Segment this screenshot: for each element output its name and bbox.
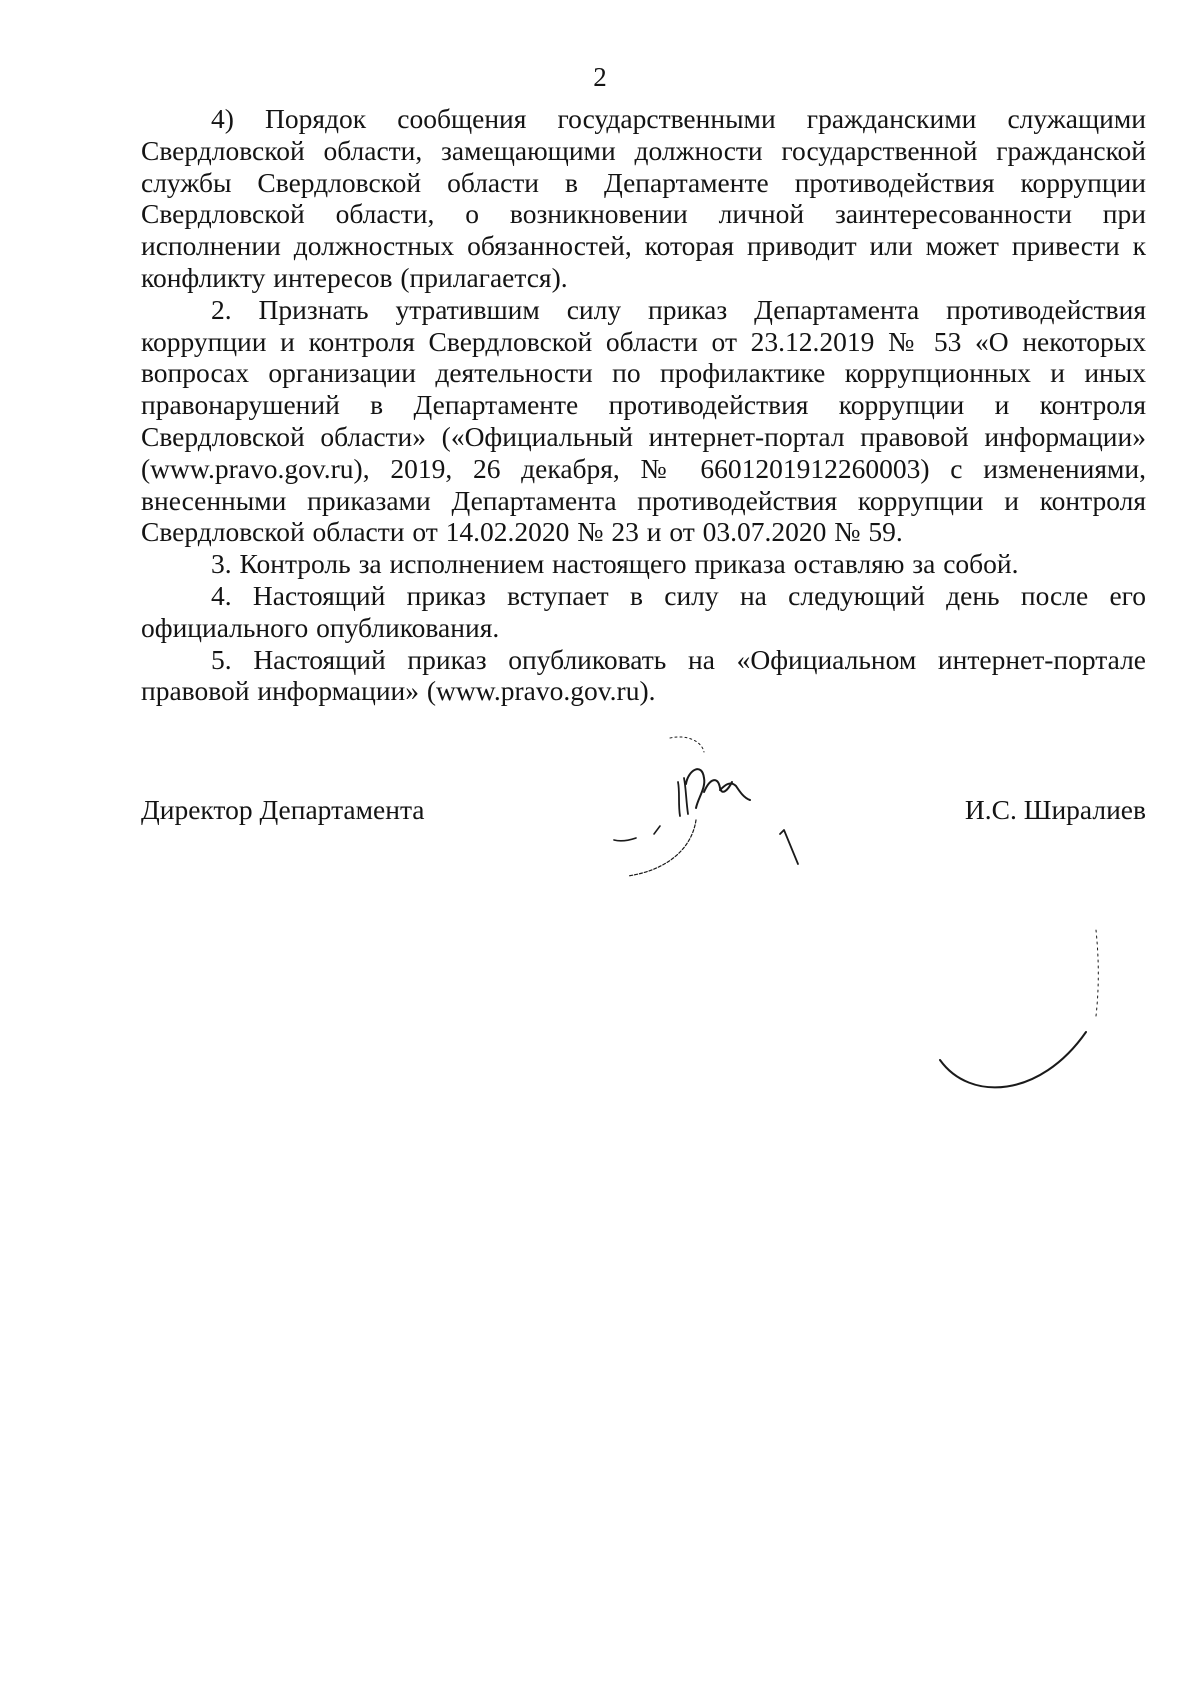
- paragraph-item-4: 4) Порядок сообщения государственными гражданскими служащими Свердловской области, замещающими должности государственной гражданской службы Свердловской области в Департаменте противодействия коррупции Свердловской области, о возникновении личной заинтересованности при исполнении должностных обязанностей, которая приводит или может привести к конфликту интересов (прилагается).: [141, 103, 1146, 293]
- document-body: [141, 103, 1146, 707]
- paragraph-entry-into-force: 4. Настоящий приказ вступает в силу на следующий день после его официального опубликования.: [141, 579, 1146, 643]
- signatory-title: Директор Департамента: [141, 794, 425, 825]
- handwritten-signature-icon: [600, 730, 860, 910]
- paragraph-publication: 5. Настоящий приказ опубликовать на «Официальном интернет-портале правовой информации» (www.pravo.gov.ru).: [141, 643, 1146, 707]
- paragraph-repeal-order: 2. Признать утратившим силу приказ Департамента противодействия коррупции и контроля Свердловской области от 23.12.2019 № 53 «О некоторых вопросах организации деятельности по профилактике коррупционных и иных правонарушений в Департаменте противодействия коррупции и контроля Свердловской области» («Официальный интернет-портал правовой информации» (www.pravo.gov.ru), 2019, 26 декабря, № 6601201912260003) с изменениями, внесенными приказами Департамента противодействия коррупции и контроля Свердловской области от 14.02.2020 № 23 и от 03.07.2020 № 59.: [141, 293, 1146, 548]
- page-number: 2: [593, 62, 607, 92]
- paragraph-control: 3. Контроль за исполнением настоящего приказа оставляю за собой.: [211, 548, 1019, 580]
- signatory-name: И.С. Ширалиев: [964, 794, 1146, 825]
- pen-stroke-curve-icon: [930, 920, 1130, 1100]
